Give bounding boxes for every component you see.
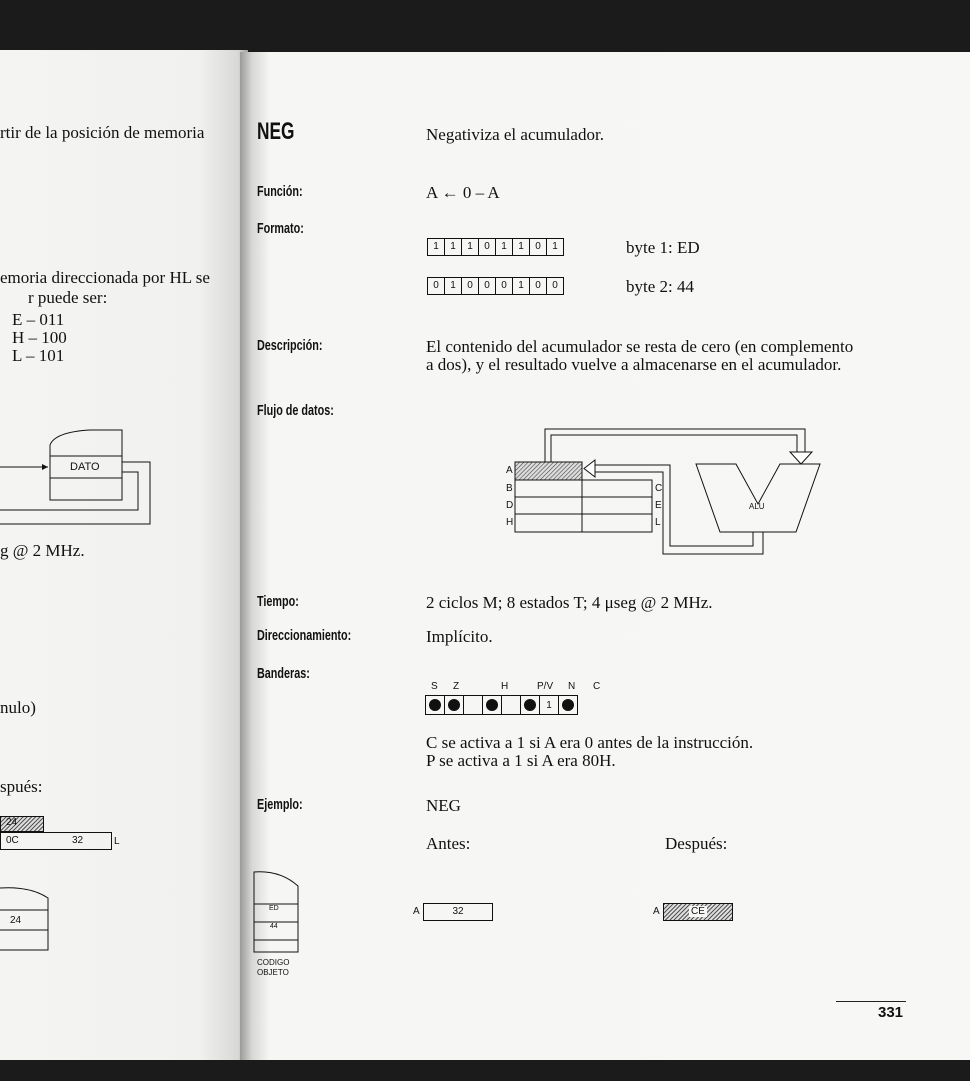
flag-header: P/V	[537, 681, 554, 692]
bit: 0	[428, 278, 445, 294]
flag-unused	[502, 696, 521, 714]
left-register-code: L – 101	[12, 346, 65, 365]
opcode-byte-1	[427, 238, 564, 256]
bit: 1	[552, 241, 558, 252]
bit: 1	[445, 278, 462, 294]
descripcion-text: El contenido del acumulador se resta de cero (en complemento	[426, 337, 854, 356]
byte-2-label: byte 2: 44	[626, 277, 694, 296]
funcion-text: A ← 0 – A	[426, 183, 500, 202]
flag-header: Z	[453, 681, 460, 692]
object-code-caption: OBJETO	[257, 968, 289, 977]
left-register-value: 32	[72, 835, 84, 846]
flag-header: N	[568, 681, 576, 692]
bit: 0	[530, 239, 547, 255]
banderas-text: C se activa a 1 si A era 0 antes de la instrucción.	[426, 733, 754, 752]
left-text-line: r puede ser:	[28, 288, 108, 307]
object-code-caption: CODIGO	[257, 958, 290, 967]
flow-reg-label: E	[655, 500, 662, 511]
flow-reg-label: C	[655, 483, 663, 494]
left-timing-text: g @ 2 MHz.	[0, 541, 85, 560]
despues-label: Después:	[665, 834, 728, 853]
despues-register-value: CE	[691, 906, 705, 917]
flow-reg-label: L	[655, 517, 661, 528]
left-text-line: spués:	[0, 777, 43, 796]
descripcion-text: a dos), y el resultado vuelve a almacenarse en el acumulador.	[426, 355, 842, 374]
flag-unused	[464, 696, 483, 714]
flag-header: H	[501, 681, 509, 692]
flag-z	[445, 696, 464, 714]
left-flow-diagram	[0, 420, 160, 530]
bit: 0	[530, 278, 547, 294]
instruction-mnemonic: NEG	[257, 118, 295, 145]
tiempo-text: 2 ciclos M; 8 estados T; 4 μseg @ 2 MHz.	[426, 593, 713, 612]
left-dato-label: DATO	[70, 461, 100, 473]
bit: 0	[496, 278, 513, 294]
alu-label: ALU	[749, 502, 765, 511]
byte-1-label: byte 1: ED	[626, 238, 700, 257]
flow-reg-label: D	[506, 500, 514, 511]
bit: 0	[462, 278, 479, 294]
flag-c	[559, 696, 577, 714]
antes-register-value: 32	[452, 906, 464, 917]
ejemplo-text: NEG	[426, 796, 461, 815]
bit: 1	[513, 239, 530, 255]
left-memory-value: 24	[10, 915, 22, 926]
bit: 0	[552, 280, 558, 291]
left-text-line: nulo)	[0, 698, 36, 717]
despues-register-label: A	[653, 906, 660, 917]
flow-reg-label: A	[506, 465, 513, 476]
label-banderas: Banderas:	[257, 665, 310, 682]
flag-header: S	[431, 681, 438, 692]
opcode-byte-2	[427, 277, 564, 295]
object-code-byte: ED	[269, 905, 279, 912]
page-number: 331	[878, 1004, 904, 1021]
right-page	[240, 52, 970, 1060]
left-page	[0, 50, 248, 1060]
bit: 1	[462, 239, 479, 255]
antes-label: Antes:	[426, 834, 471, 853]
label-tiempo: Tiempo:	[257, 593, 299, 610]
label-formato: Formato:	[257, 220, 304, 237]
bit: 1	[428, 239, 445, 255]
flow-reg-label: H	[506, 517, 514, 528]
antes-register-label: A	[413, 906, 420, 917]
left-text-line: rtir de la posición de memoria	[0, 123, 205, 142]
bit: 0	[479, 239, 496, 255]
flag-s	[426, 696, 445, 714]
flag-pv	[521, 696, 540, 714]
flag-header: C	[593, 681, 601, 692]
flag-n: 1	[540, 696, 559, 714]
left-register-code: E – 011	[12, 310, 65, 329]
left-register-label: L	[114, 836, 120, 847]
object-code-byte: 44	[270, 923, 278, 930]
banderas-text: P se activa a 1 si A era 80H.	[426, 751, 616, 770]
flags-register	[425, 695, 578, 715]
page-number-rule	[836, 1001, 906, 1002]
left-text-line: emoria direccionada por HL se	[0, 268, 210, 287]
left-register-value: 24	[6, 817, 18, 828]
label-direccionamiento: Direccionamiento:	[257, 627, 352, 644]
label-ejemplo: Ejemplo:	[257, 796, 303, 813]
label-funcion: Función:	[257, 183, 303, 200]
label-descripcion: Descripción:	[257, 337, 323, 354]
bit: 1	[445, 239, 462, 255]
left-memory-diagram	[0, 880, 60, 955]
label-flujo: Flujo de datos:	[257, 402, 334, 419]
flow-reg-label: B	[506, 483, 513, 494]
bit: 1	[513, 278, 530, 294]
data-flow-diagram	[500, 422, 830, 562]
bit: 0	[479, 278, 496, 294]
flag-h	[483, 696, 502, 714]
bit: 1	[496, 239, 513, 255]
despues-register	[663, 903, 733, 921]
left-register-value: 0C	[6, 835, 19, 846]
instruction-description-title: Negativiza el acumulador.	[426, 125, 604, 144]
antes-register	[423, 903, 493, 921]
left-register-code: H – 100	[12, 328, 67, 347]
direccionamiento-text: Implícito.	[426, 627, 493, 646]
